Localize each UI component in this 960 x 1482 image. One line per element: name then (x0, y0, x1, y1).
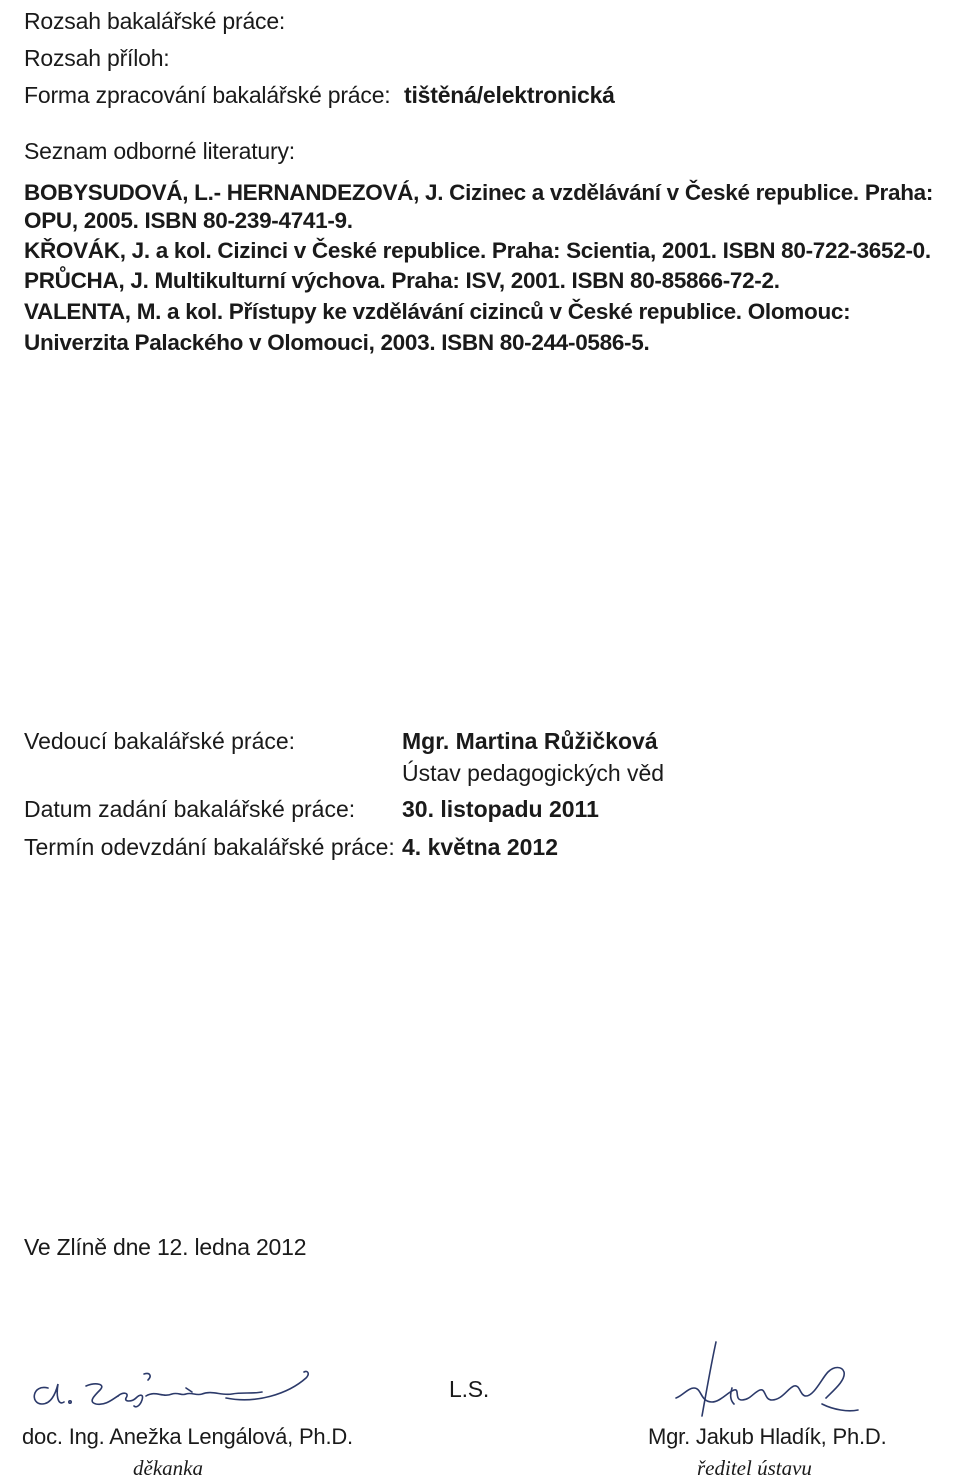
rozsah-priloh-label: Rozsah příloh: (24, 45, 170, 71)
datum-label: Datum zadání bakalářské práce: (24, 796, 356, 822)
left-signatory-name: doc. Ing. Anežka Lengálová, Ph.D. (22, 1424, 353, 1449)
literatura-line: KŘOVÁK, J. a kol. Cizinci v České republice. Praha: Scientia, 2001. ISBN 80-722-3652-0. (24, 238, 931, 263)
right-signatory-name: Mgr. Jakub Hladík, Ph.D. (648, 1424, 887, 1449)
left-signatory-role: děkanka (133, 1456, 203, 1480)
literatura-line: OPU, 2005. ISBN 80-239-4741-9. (24, 208, 353, 233)
forma-value: tištěná/elektronická (404, 82, 615, 108)
vedouci-label: Vedoucí bakalářské práce: (24, 728, 296, 754)
place-date: Ve Zlíně dne 12. ledna 2012 (24, 1234, 307, 1260)
termin-label: Termín odevzdání bakalářské práce: (24, 834, 395, 860)
literatura-line: BOBYSUDOVÁ, L.- HERNANDEZOVÁ, J. Cizinec a vzdělávání v České republice. Praha: (24, 180, 934, 205)
left-signature (26, 1362, 316, 1412)
vedouci-name: Mgr. Martina Růžičková (402, 728, 658, 754)
literatura-line: VALENTA, M. a kol. Přístupy ke vzdělávání cizinců v České republice. Olomouc: (24, 299, 851, 324)
literatura-heading: Seznam odborné literatury: (24, 138, 295, 164)
literatura-line: PRŮCHA, J. Multikulturní výchova. Praha: ISV, 2001. ISBN 80-85866-72-2. (24, 268, 780, 293)
termin-value: 4. května 2012 (402, 834, 559, 860)
literatura-line: Univerzita Palackého v Olomouci, 2003. ISBN 80-244-0586-5. (24, 330, 650, 355)
right-signatory-role: ředitel ústavu (697, 1456, 812, 1480)
datum-value: 30. listopadu 2011 (402, 796, 599, 822)
ls-stamp-text: L.S. (449, 1376, 490, 1402)
rozsah-prace-label: Rozsah bakalářské práce: (24, 8, 286, 34)
right-signature (672, 1338, 862, 1422)
forma-label: Forma zpracování bakalářské práce: (24, 82, 391, 108)
vedouci-ustav: Ústav pedagogických věd (402, 760, 665, 786)
